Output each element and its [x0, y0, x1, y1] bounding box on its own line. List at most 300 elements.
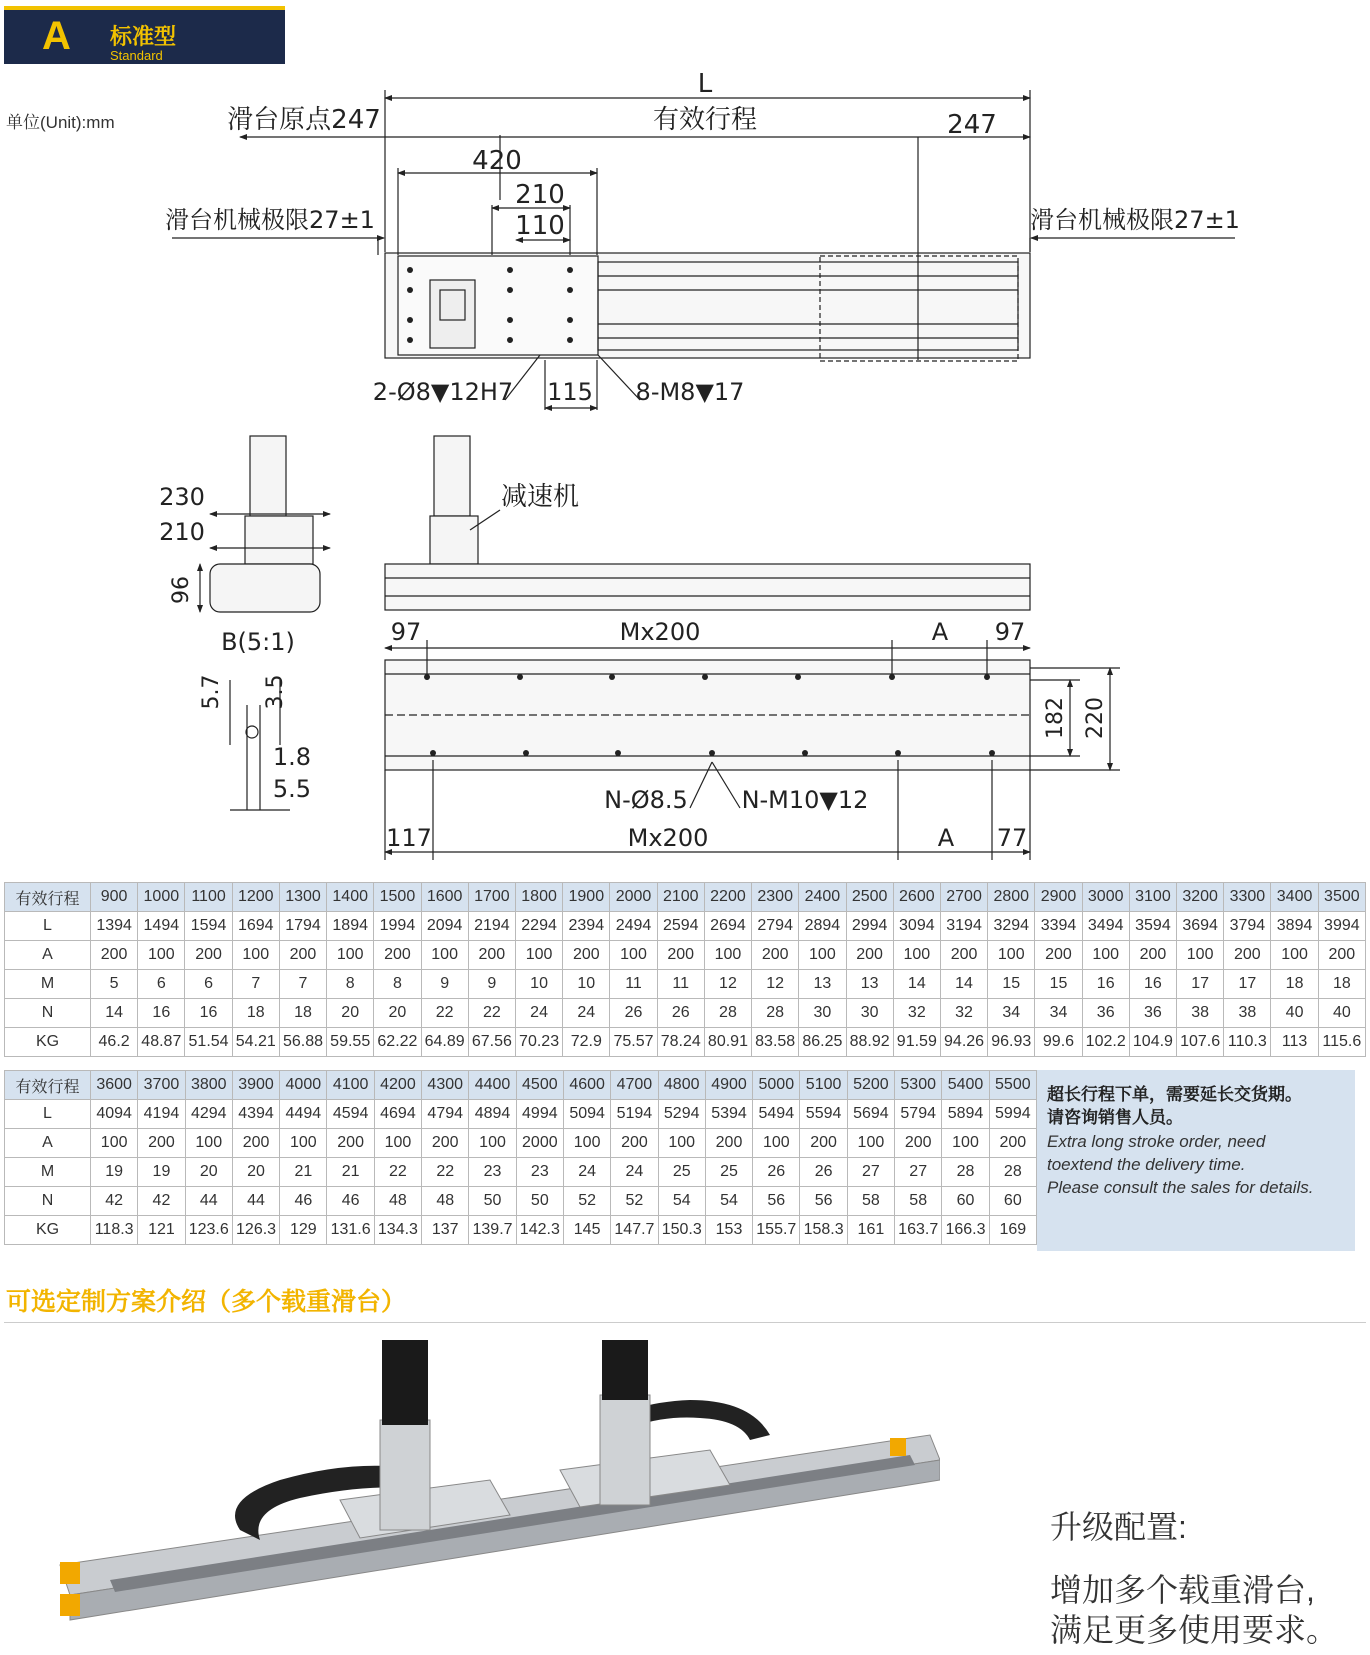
section-divider — [4, 1322, 1366, 1323]
table-cell: 15 — [988, 970, 1035, 999]
table-cell: 3900 — [232, 1071, 279, 1100]
header-title-zh: 标准型 — [110, 24, 177, 49]
table-cell: 3100 — [1129, 883, 1176, 912]
table-header-row — [5, 1071, 1037, 1100]
table-cell: 48 — [422, 1187, 469, 1216]
table-row — [5, 1100, 1037, 1129]
table-cell: 28 — [752, 999, 799, 1028]
table-cell: 22 — [422, 1158, 469, 1187]
table-cell: 17 — [1177, 970, 1224, 999]
table-cell: 26 — [657, 999, 704, 1028]
table-cell: 5294 — [658, 1100, 705, 1129]
table-cell: 30 — [846, 999, 893, 1028]
table-cell: 200 — [657, 941, 704, 970]
table-cell: 6 — [185, 970, 232, 999]
table-cell: 2100 — [657, 883, 704, 912]
table-cell: 5400 — [942, 1071, 989, 1100]
table-cell: 4500 — [516, 1071, 563, 1100]
table-cell: 2700 — [940, 883, 987, 912]
table-cell: 1200 — [232, 883, 279, 912]
table-cell: 100 — [942, 1129, 989, 1158]
table-cell: 2194 — [468, 912, 515, 941]
table-cell: 91.59 — [893, 1028, 940, 1057]
row-label: A — [5, 941, 91, 970]
table-cell: 5300 — [895, 1071, 942, 1100]
table-cell: 18 — [1318, 970, 1365, 999]
table-cell: 34 — [1035, 999, 1082, 1028]
table-cell: 100 — [799, 941, 846, 970]
dim-origin: 滑台原点247 — [227, 105, 381, 135]
table-cell: 1300 — [279, 883, 326, 912]
table-cell: 62.22 — [374, 1028, 421, 1057]
table-cell: 48 — [374, 1187, 421, 1216]
table-cell: 51.54 — [185, 1028, 232, 1057]
table-cell: 200 — [374, 941, 421, 970]
table-cell: 5394 — [705, 1100, 752, 1129]
table-cell: 2494 — [610, 912, 657, 941]
table-cell: 4000 — [280, 1071, 327, 1100]
custom-section-title: 可选定制方案介绍（多个载重滑台） — [6, 1288, 407, 1316]
table-cell: 2994 — [846, 912, 893, 941]
row-label: N — [5, 1187, 91, 1216]
table-cell: 2694 — [704, 912, 751, 941]
table-cell: 94.26 — [940, 1028, 987, 1057]
row-label: 有效行程 — [5, 883, 91, 912]
table-cell: 1000 — [138, 883, 185, 912]
table-cell: 1600 — [421, 883, 468, 912]
table-cell: 52 — [611, 1187, 658, 1216]
table-cell: 2300 — [752, 883, 799, 912]
table-row — [5, 1158, 1037, 1187]
table-cell: 145 — [563, 1216, 610, 1245]
table-cell: 21 — [280, 1158, 327, 1187]
table-cell: 5694 — [847, 1100, 894, 1129]
table-cell: 100 — [1082, 941, 1129, 970]
table-cell: 110.3 — [1224, 1028, 1271, 1057]
table-cell: 27 — [847, 1158, 894, 1187]
dim-mx-top: Mx200 — [619, 618, 701, 646]
table-cell: 23 — [469, 1158, 516, 1187]
table-cell: 200 — [846, 941, 893, 970]
table-cell: 38 — [1177, 999, 1224, 1028]
table-cell: 150.3 — [658, 1216, 705, 1245]
table-row — [5, 970, 1366, 999]
table-cell: 4494 — [280, 1100, 327, 1129]
table-cell: 100 — [988, 941, 1035, 970]
table-cell: 104.9 — [1129, 1028, 1176, 1057]
table-cell: 26 — [753, 1158, 800, 1187]
header-title-en: Standard — [110, 48, 163, 63]
product-illustration — [50, 1340, 940, 1640]
hole-n-label: N-Ø8.5 — [604, 786, 688, 814]
table-cell: 24 — [563, 1158, 610, 1187]
dim-117: 117 — [386, 824, 432, 852]
table-cell: 5194 — [611, 1100, 658, 1129]
table-cell: 2400 — [799, 883, 846, 912]
table-cell: 3594 — [1129, 912, 1176, 941]
note-zh-2: 请咨询销售人员。 — [1047, 1108, 1183, 1128]
dim-247-right: 247 — [947, 110, 997, 140]
table-cell: 166.3 — [942, 1216, 989, 1245]
table-cell: 100 — [1271, 941, 1318, 970]
table-cell: 34 — [988, 999, 1035, 1028]
table-row — [5, 1187, 1037, 1216]
table-cell: 100 — [91, 1129, 138, 1158]
table-cell: 200 — [895, 1129, 942, 1158]
table-cell: 118.3 — [91, 1216, 138, 1245]
table-cell: 200 — [1035, 941, 1082, 970]
table-cell: 4900 — [705, 1071, 752, 1100]
dim-a-top: A — [931, 618, 949, 646]
pin-hole-label: 2-Ø8▼12H7 — [372, 378, 514, 406]
table-cell: 3400 — [1271, 883, 1318, 912]
table-cell: 3294 — [988, 912, 1035, 941]
table-cell: 1100 — [185, 883, 232, 912]
table-cell: 60 — [942, 1187, 989, 1216]
table-cell: 1394 — [91, 912, 138, 941]
dim-420: 420 — [472, 146, 522, 176]
table-cell: 4100 — [327, 1071, 374, 1100]
upgrade-line-2: 满足更多使用要求。 — [1050, 1612, 1339, 1648]
table-cell: 200 — [138, 1129, 185, 1158]
table-cell: 139.7 — [469, 1216, 516, 1245]
table-cell: 59.55 — [327, 1028, 374, 1057]
table-cell: 21 — [327, 1158, 374, 1187]
table-cell: 9 — [421, 970, 468, 999]
table-cell: 67.56 — [468, 1028, 515, 1057]
table-cell: 200 — [705, 1129, 752, 1158]
dim-96: 96 — [169, 576, 194, 604]
table-cell: 2394 — [563, 912, 610, 941]
table-cell: 5500 — [989, 1071, 1036, 1100]
table-cell: 20 — [232, 1158, 279, 1187]
table-cell: 3600 — [91, 1071, 138, 1100]
table-cell: 5994 — [989, 1100, 1036, 1129]
table-row — [5, 1216, 1037, 1245]
row-label: L — [5, 912, 91, 941]
table-cell: 121 — [138, 1216, 185, 1245]
table-cell: 78.24 — [657, 1028, 704, 1057]
table-cell: 200 — [1224, 941, 1271, 970]
table-cell: 100 — [185, 1129, 232, 1158]
dim-115: 115 — [547, 378, 593, 406]
table-cell: 24 — [611, 1158, 658, 1187]
table-cell: 200 — [1318, 941, 1365, 970]
table-cell: 2094 — [421, 912, 468, 941]
table-cell: 2000 — [516, 1129, 563, 1158]
table-cell: 23 — [516, 1158, 563, 1187]
table-cell: 1494 — [138, 912, 185, 941]
table-cell: 12 — [752, 970, 799, 999]
table-cell: 42 — [138, 1187, 185, 1216]
table-cell: 129 — [280, 1216, 327, 1245]
row-label: KG — [5, 1216, 91, 1245]
table-cell: 200 — [611, 1129, 658, 1158]
dim-mx-bottom: Mx200 — [627, 824, 709, 852]
table-cell: 26 — [800, 1158, 847, 1187]
table-cell: 4400 — [469, 1071, 516, 1100]
row-label: A — [5, 1129, 91, 1158]
dim-110: 110 — [515, 211, 565, 241]
table-cell: 131.6 — [327, 1216, 374, 1245]
table-cell: 28 — [942, 1158, 989, 1187]
table-cell: 126.3 — [232, 1216, 279, 1245]
table-cell: 18 — [232, 999, 279, 1028]
table-cell: 100 — [280, 1129, 327, 1158]
table-cell: 200 — [422, 1129, 469, 1158]
section-header-badge — [4, 6, 285, 64]
table-cell: 4994 — [516, 1100, 563, 1129]
row-label: M — [5, 970, 91, 999]
dim-3-5: 3.5 — [263, 674, 288, 710]
table-cell: 200 — [185, 941, 232, 970]
row-label: L — [5, 1100, 91, 1129]
table-cell: 9 — [468, 970, 515, 999]
table-cell: 5100 — [800, 1071, 847, 1100]
table-cell: 2600 — [893, 883, 940, 912]
table-cell: 80.91 — [704, 1028, 751, 1057]
table-cell: 14 — [893, 970, 940, 999]
table-cell: 40 — [1271, 999, 1318, 1028]
table-cell: 134.3 — [374, 1216, 421, 1245]
table-cell: 4300 — [422, 1071, 469, 1100]
table-cell: 58 — [895, 1187, 942, 1216]
table-cell: 8 — [374, 970, 421, 999]
table-cell: 16 — [138, 999, 185, 1028]
table-cell: 1794 — [279, 912, 326, 941]
table-cell: 25 — [705, 1158, 752, 1187]
table-cell: 100 — [658, 1129, 705, 1158]
table-cell: 163.7 — [895, 1216, 942, 1245]
table-cell: 6 — [138, 970, 185, 999]
table-cell: 13 — [799, 970, 846, 999]
table-cell: 15 — [1035, 970, 1082, 999]
table-cell: 58 — [847, 1187, 894, 1216]
table-cell: 200 — [752, 941, 799, 970]
table-cell: 2000 — [610, 883, 657, 912]
table-cell: 14 — [91, 999, 138, 1028]
table-cell: 99.6 — [1035, 1028, 1082, 1057]
table-cell: 54 — [658, 1187, 705, 1216]
table-cell: 5794 — [895, 1100, 942, 1129]
table-cell: 4394 — [232, 1100, 279, 1129]
table-cell: 2294 — [515, 912, 562, 941]
spec-table-2 — [4, 1070, 1037, 1245]
table-cell: 3500 — [1318, 883, 1365, 912]
table-cell: 48.87 — [138, 1028, 185, 1057]
table-cell: 18 — [1271, 970, 1318, 999]
table-cell: 56 — [753, 1187, 800, 1216]
table-row — [5, 912, 1366, 941]
row-label: 有效行程 — [5, 1071, 91, 1100]
table-cell: 2500 — [846, 883, 893, 912]
table-cell: 5594 — [800, 1100, 847, 1129]
table-cell: 14 — [940, 970, 987, 999]
table-cell: 1994 — [374, 912, 421, 941]
table-cell: 3200 — [1177, 883, 1224, 912]
reducer-label: 减速机 — [500, 482, 580, 512]
table-cell: 54.21 — [232, 1028, 279, 1057]
table-cell: 5 — [91, 970, 138, 999]
table-cell: 2794 — [752, 912, 799, 941]
table-cell: 86.25 — [799, 1028, 846, 1057]
table-cell: 22 — [468, 999, 515, 1028]
table-header-row — [5, 883, 1366, 912]
table-cell: 28 — [704, 999, 751, 1028]
table-cell: 200 — [327, 1129, 374, 1158]
table-cell: 83.58 — [752, 1028, 799, 1057]
table-cell: 72.9 — [563, 1028, 610, 1057]
table-cell: 100 — [893, 941, 940, 970]
thread-hole-label: 8-M8▼17 — [635, 378, 745, 406]
dim-97-left: 97 — [390, 618, 422, 646]
dim-1-8: 1.8 — [272, 743, 312, 771]
table-cell: 5094 — [563, 1100, 610, 1129]
table-cell: 52 — [563, 1187, 610, 1216]
dim-97-right: 97 — [994, 618, 1026, 646]
table-cell: 7 — [232, 970, 279, 999]
table-cell: 46.2 — [91, 1028, 138, 1057]
table-cell: 158.3 — [800, 1216, 847, 1245]
technical-drawing — [0, 60, 1370, 860]
table-cell: 19 — [91, 1158, 138, 1187]
header-letter: A — [42, 14, 71, 58]
table-cell: 4600 — [563, 1071, 610, 1100]
table-row — [5, 941, 1366, 970]
dim-a-bottom: A — [937, 824, 955, 852]
table-cell: 24 — [515, 999, 562, 1028]
table-cell: 5894 — [942, 1100, 989, 1129]
table-cell: 2200 — [704, 883, 751, 912]
table-cell: 3494 — [1082, 912, 1129, 941]
table-cell: 4894 — [469, 1100, 516, 1129]
table-cell: 2900 — [1035, 883, 1082, 912]
table-cell: 22 — [374, 1158, 421, 1187]
table-cell: 20 — [374, 999, 421, 1028]
limit-left-label: 滑台机械极限27±1 — [165, 206, 375, 234]
row-label: N — [5, 999, 91, 1028]
table-cell: 75.57 — [610, 1028, 657, 1057]
table-cell: 50 — [469, 1187, 516, 1216]
long-stroke-note — [1037, 1070, 1355, 1251]
dim-220: 220 — [1083, 697, 1108, 739]
table-cell: 4094 — [91, 1100, 138, 1129]
note-en-1: Extra long stroke order, need — [1047, 1132, 1266, 1151]
table-cell: 11 — [657, 970, 704, 999]
table-cell: 100 — [753, 1129, 800, 1158]
table-cell: 100 — [847, 1129, 894, 1158]
table-cell: 3194 — [940, 912, 987, 941]
table-cell: 200 — [91, 941, 138, 970]
table-cell: 44 — [232, 1187, 279, 1216]
table-cell: 1694 — [232, 912, 279, 941]
table-cell: 2800 — [988, 883, 1035, 912]
table-cell: 100 — [610, 941, 657, 970]
table-cell: 16 — [1082, 970, 1129, 999]
table-cell: 32 — [940, 999, 987, 1028]
note-en-2: toextend the delivery time. — [1047, 1155, 1246, 1174]
table-cell: 40 — [1318, 999, 1365, 1028]
table-cell: 200 — [232, 1129, 279, 1158]
table-cell: 16 — [1129, 970, 1176, 999]
table-cell: 100 — [421, 941, 468, 970]
table-cell: 10 — [563, 970, 610, 999]
table-cell: 3800 — [185, 1071, 232, 1100]
table-cell: 2594 — [657, 912, 704, 941]
table-cell: 3000 — [1082, 883, 1129, 912]
table-cell: 200 — [1129, 941, 1176, 970]
table-cell: 3394 — [1035, 912, 1082, 941]
table-cell: 70.23 — [515, 1028, 562, 1057]
dim-5-7: 5.7 — [199, 674, 224, 710]
spec-table-1 — [4, 882, 1366, 1057]
table-cell: 5494 — [753, 1100, 800, 1129]
table-cell: 1900 — [563, 883, 610, 912]
table-cell: 100 — [327, 941, 374, 970]
table-cell: 200 — [940, 941, 987, 970]
table-cell: 36 — [1082, 999, 1129, 1028]
table-cell: 19 — [138, 1158, 185, 1187]
table-cell: 200 — [800, 1129, 847, 1158]
table-cell: 113 — [1271, 1028, 1318, 1057]
table-cell: 3094 — [893, 912, 940, 941]
table-cell: 100 — [704, 941, 751, 970]
table-cell: 38 — [1224, 999, 1271, 1028]
table-cell: 100 — [138, 941, 185, 970]
table-cell: 5200 — [847, 1071, 894, 1100]
table-cell: 200 — [989, 1129, 1036, 1158]
dim-210: 210 — [515, 180, 565, 210]
table-cell: 4200 — [374, 1071, 421, 1100]
table-cell: 200 — [468, 941, 515, 970]
table-cell: 26 — [610, 999, 657, 1028]
table-cell: 56.88 — [279, 1028, 326, 1057]
dim-210-side: 210 — [159, 518, 205, 546]
dim-182: 182 — [1043, 697, 1068, 739]
table-cell: 27 — [895, 1158, 942, 1187]
table-cell: 3994 — [1318, 912, 1365, 941]
table-cell: 44 — [185, 1187, 232, 1216]
upgrade-line-1: 增加多个载重滑台, — [1050, 1572, 1315, 1608]
table-cell: 25 — [658, 1158, 705, 1187]
table-cell: 169 — [989, 1216, 1036, 1245]
table-cell: 60 — [989, 1187, 1036, 1216]
table-cell: 100 — [563, 1129, 610, 1158]
table-cell: 3794 — [1224, 912, 1271, 941]
table-cell: 1800 — [515, 883, 562, 912]
table-cell: 4794 — [422, 1100, 469, 1129]
table-cell: 137 — [422, 1216, 469, 1245]
table-cell: 100 — [232, 941, 279, 970]
note-en-3: Please consult the sales for details. — [1047, 1178, 1314, 1197]
table-cell: 115.6 — [1318, 1028, 1365, 1057]
table-cell: 4194 — [138, 1100, 185, 1129]
table-cell: 3694 — [1177, 912, 1224, 941]
table-cell: 1894 — [327, 912, 374, 941]
table-cell: 50 — [516, 1187, 563, 1216]
table-cell: 107.6 — [1177, 1028, 1224, 1057]
table-row — [5, 1028, 1366, 1057]
table-cell: 4594 — [327, 1100, 374, 1129]
table-cell: 4294 — [185, 1100, 232, 1129]
table-cell: 4694 — [374, 1100, 421, 1129]
table-cell: 1500 — [374, 883, 421, 912]
table-cell: 13 — [846, 970, 893, 999]
table-cell: 155.7 — [753, 1216, 800, 1245]
table-cell: 8 — [327, 970, 374, 999]
table-cell: 3300 — [1224, 883, 1271, 912]
table-cell: 54 — [705, 1187, 752, 1216]
